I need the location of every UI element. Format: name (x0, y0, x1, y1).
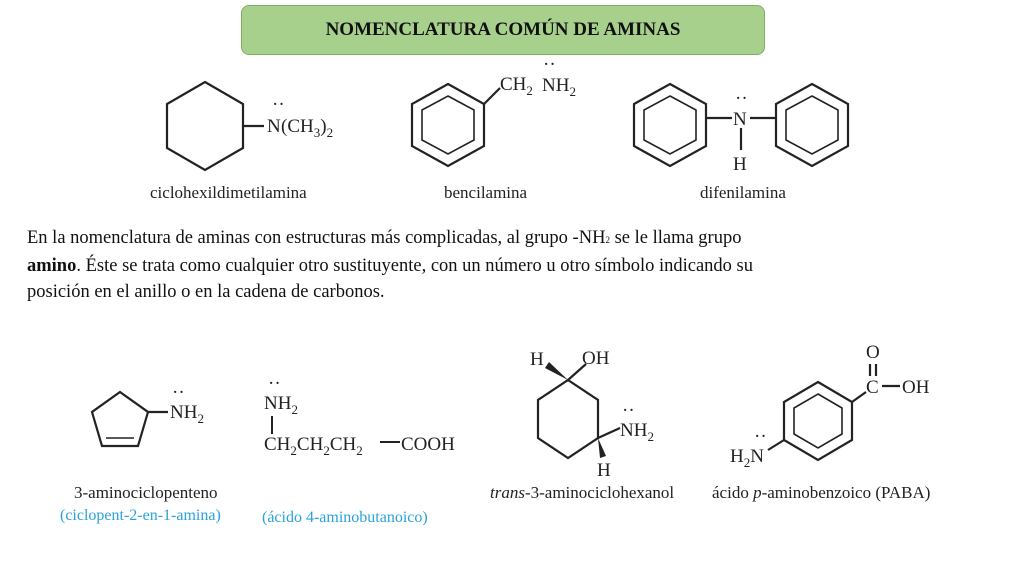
aminocyclohexanol-structure (538, 362, 620, 458)
paba-name: ácido p-aminobenzoico (PABA) (712, 483, 931, 502)
cyclohexyldimethylamine-name: ciclohexildimetilamina (150, 183, 307, 202)
benzylamine-name: bencilamina (444, 183, 528, 202)
cooh-label: COOH (401, 434, 455, 455)
carboxyl-c-label: C (866, 377, 879, 398)
amino-term: amino (27, 256, 77, 276)
carbon-chain-label: $CH_2CH_2CH_2$ (264, 434, 363, 458)
aminobutanoic-acid-name: (ácido 4-aminobutanoico) (262, 509, 428, 526)
oh-label: OH (902, 377, 930, 398)
aminocyclopentene-iupac-name: (ciclopent-2-en-1-amina) (60, 507, 221, 524)
nh2-label: $NH_2$ (620, 420, 654, 444)
lone-pair-dots: ·· (754, 426, 767, 447)
nh2-label: $NH_2$ (542, 75, 576, 99)
ch2-label: $CH_2$ (500, 74, 533, 98)
slide-title: NOMENCLATURA COMÚN DE AMINAS (241, 5, 765, 55)
lone-pair-dots: ·· (735, 88, 748, 109)
lone-pair-dots: ·· (622, 400, 635, 421)
dimethyl-label: $(CH_3)_2$ (281, 116, 334, 140)
diphenyl-n-label: N (733, 109, 747, 130)
lone-pair-dots: ·· (543, 54, 556, 75)
amine-n-label: N (267, 116, 281, 137)
aminocyclopentene-name: 3-aminociclopenteno (74, 483, 218, 502)
cyclohexyldimethylamine-structure (167, 82, 264, 170)
benzylamine-structure (412, 84, 500, 166)
explanation-paragraph: En la nomenclatura de aminas con estructuras más complicadas, al grupo -NH2 se le llama grupo amino. Éste se trata como cualquier otro sustituyente, con un número u otro símbolo indicando su posición en el anillo o en la cadena de carbonos. (27, 228, 753, 302)
lone-pair-dots: ·· (268, 373, 281, 394)
nh2-label: $NH_2$ (264, 393, 298, 417)
diphenylamine-name: difenilamina (700, 183, 786, 202)
h-label: H (530, 349, 544, 370)
paba-structure (768, 364, 900, 460)
nh2-label: $NH_2$ (170, 402, 204, 426)
aminocyclohexanol-name: trans-3-aminociclohexanol (490, 483, 675, 502)
h2n-label: $H_2N$ (730, 446, 764, 470)
carbonyl-o-label: O (866, 342, 880, 363)
oh-label: OH (582, 348, 610, 369)
diphenyl-h-label: H (733, 154, 747, 175)
lone-pair-dots: ·· (172, 382, 185, 403)
h-label: H (597, 460, 611, 481)
lone-pair-dots: ·· (272, 94, 285, 115)
aminocyclopentene-structure (92, 392, 168, 446)
